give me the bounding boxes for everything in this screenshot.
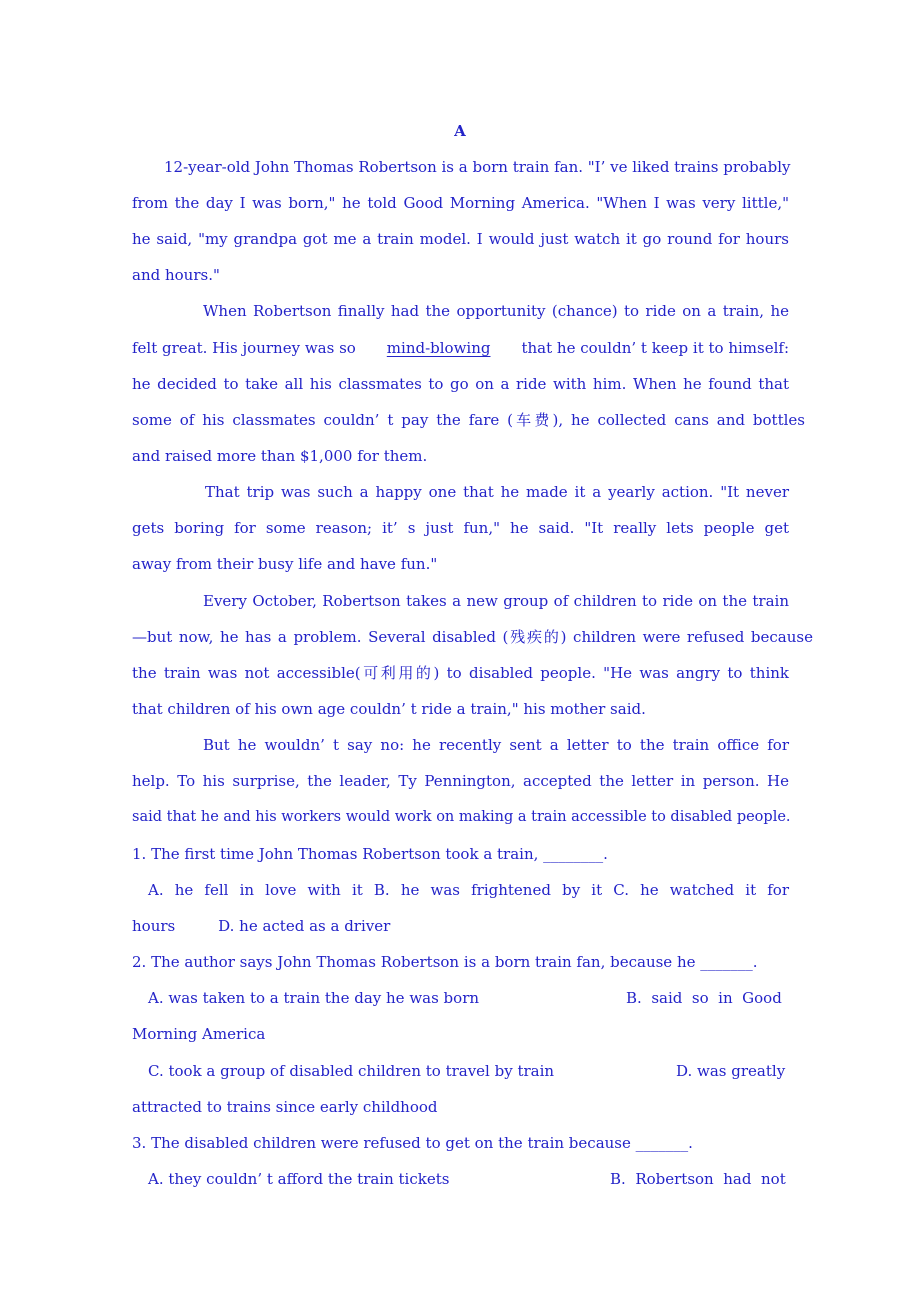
passage-line: said that he and his workers would work on making a train accessible to disabled people. (132, 809, 791, 825)
passage-line: that children of his own age couldn’ t ride a train," his mother said. (132, 700, 646, 718)
passage-line: he said, "my grandpa got me a train model. I would just watch it go round for hours (132, 230, 789, 248)
passage-line (132, 337, 789, 359)
passage-line: That trip was such a happy one that he made it a yearly action. "It never (205, 483, 789, 501)
passage-line: and raised more than $1,000 for them. (132, 447, 428, 465)
question-2-option-c: C. took a group of disabled children to travel by train (148, 1062, 555, 1080)
question-1: 1. The first time John Thomas Robertson took a train, ________. (132, 845, 608, 863)
passage-line: When Robertson finally had the opportunity (chance) to ride on a train, he (203, 302, 789, 320)
passage-title: A (454, 122, 466, 140)
question-2-option-b: Morning America (132, 1025, 266, 1043)
passage-line: he decided to take all his classmates to go on a ride with him. When he found that (132, 375, 789, 393)
passage-line: some of his classmates couldn’ t pay the fare (车费), he collected cans and bottles (132, 411, 805, 429)
question-2-option-d: attracted to trains since early childhood (132, 1098, 438, 1116)
question-2-option-d: D. was greatly (676, 1062, 786, 1080)
passage-line: —but now, he has a problem. Several disabled (残疾的) children were refused because (132, 628, 813, 646)
question-2-option-b: B. said so in Good (626, 989, 782, 1007)
passage-text: felt great. His journey was so (132, 339, 361, 357)
question-2-option-a: A. was taken to a train the day he was born (148, 989, 480, 1007)
question-3-option-b: B. Robertson had not (610, 1170, 786, 1188)
underlined-word: mind-blowing (386, 339, 491, 357)
passage-line: 12-year-old John Thomas Robertson is a born train fan. "I’ ve liked trains probably (164, 158, 791, 176)
passage-line: Every October, Robertson takes a new group of children to ride on the train (203, 592, 789, 610)
question-1-options: A. he fell in love with it B. he was frightened by it C. he watched it for (148, 881, 789, 899)
passage-line: gets boring for some reason; it’ s just fun," he said. "It really lets people get (132, 519, 789, 537)
passage-line: from the day I was born," he told Good Morning America. "When I was very little," (132, 194, 789, 212)
question-3-option-a: A. they couldn’ t afford the train tickets (148, 1170, 450, 1188)
passage-line: help. To his surprise, the leader, Ty Pennington, accepted the letter in person. He (132, 772, 789, 790)
passage-line: and hours." (132, 266, 220, 284)
passage-line: the train was not accessible(可利用的) to disabled people. "He was angry to think (132, 664, 789, 682)
question-3: 3. The disabled children were refused to get on the train because _______. (132, 1134, 693, 1152)
passage-line: away from their busy life and have fun." (132, 555, 438, 573)
question-2: 2. The author says John Thomas Robertson is a born train fan, because he _______. (132, 953, 758, 971)
passage-text: that he couldn’ t keep it to himself: (516, 339, 789, 357)
passage-line: But he wouldn’ t say no: he recently sent a letter to the train office for (203, 736, 789, 754)
question-1-options: hours D. he acted as a driver (132, 917, 391, 935)
